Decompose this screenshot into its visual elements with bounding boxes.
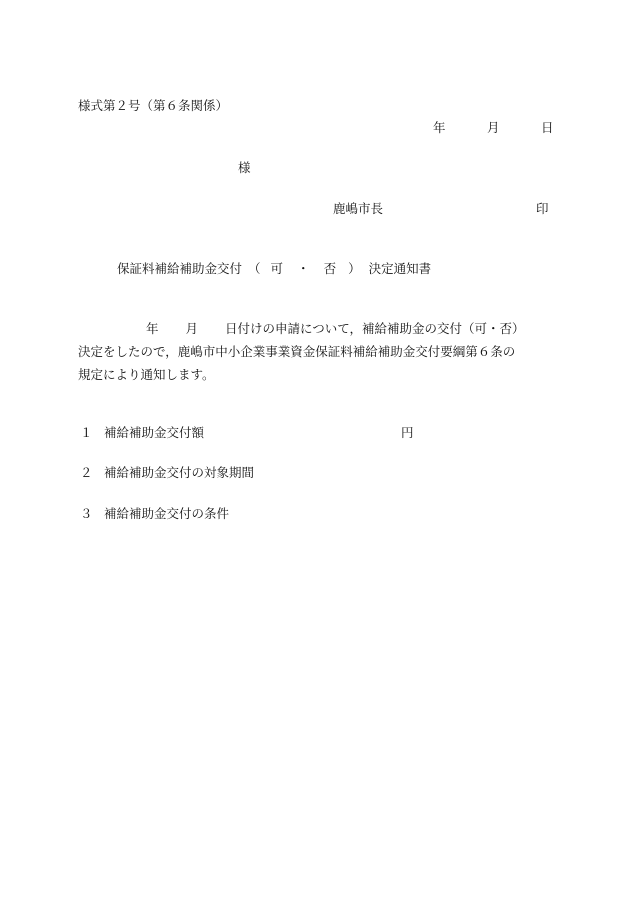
body-line-2: 決定をしたので，鹿嶋市中小企業事業資金保証料補給補助金交付要綱第６条の	[78, 344, 516, 359]
form-number: 様式第２号（第６条関係）	[78, 98, 229, 113]
item-1-label: 補給補助金交付額	[104, 425, 205, 440]
issuer-name: 鹿嶋市長	[333, 201, 384, 216]
body-line-1	[146, 323, 525, 336]
title-approve: 可	[270, 261, 284, 276]
item-1-number: １	[80, 425, 93, 440]
title-open-paren: （	[248, 261, 261, 276]
addressee-suffix: 様	[238, 160, 251, 175]
date-year-label: 年	[433, 120, 446, 135]
seal-mark: 印	[536, 201, 549, 216]
body-month-label: 月	[185, 321, 199, 336]
item-3-number: ３	[80, 506, 93, 521]
item-2-label: 補給補助金交付の対象期間	[104, 465, 255, 480]
body-line-1-text: 日付けの申請について，補給補助金の交付（可・否）	[225, 321, 525, 336]
date-day-label: 日	[541, 120, 554, 135]
title-tail: 決定通知書	[368, 261, 432, 276]
item-3-label: 補給補助金交付の条件	[104, 506, 230, 521]
title-deny: 否	[323, 261, 337, 276]
body-year-label: 年	[146, 321, 159, 336]
title-separator: ・	[297, 261, 310, 276]
date-month-label: 月	[487, 120, 500, 135]
title-main: 保証料補給補助金交付	[117, 261, 243, 276]
title-close-paren: ）	[348, 261, 361, 276]
item-2-number: ２	[80, 465, 93, 480]
document-title	[117, 263, 431, 276]
item-1-unit: 円	[401, 425, 414, 440]
body-line-3: 規定により通知します。	[78, 367, 215, 382]
